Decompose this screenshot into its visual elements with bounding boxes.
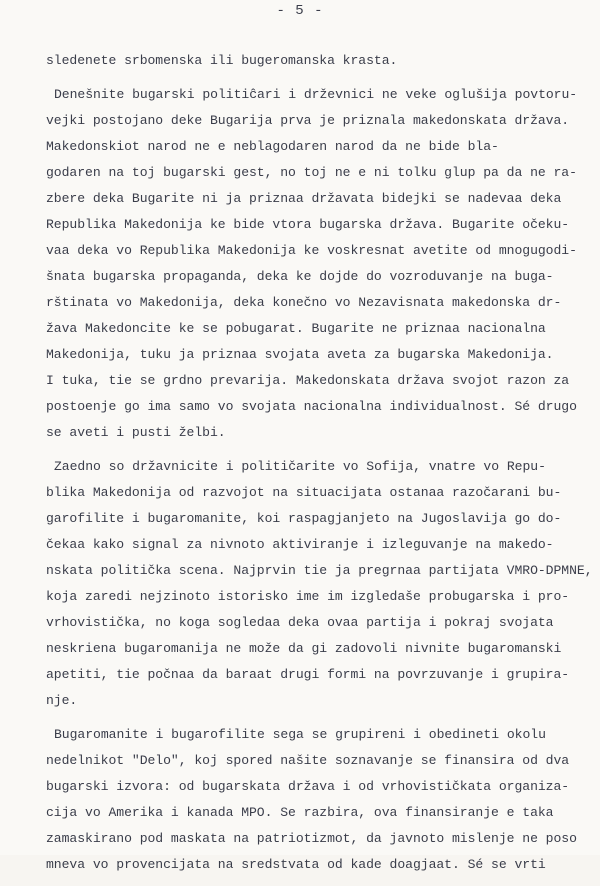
text-line: sledenete srbomenska ili bugeromanska krasta.	[46, 53, 398, 68]
text-line: Makedonija, tuku ja priznaa svojata aveta za bugarska Makedonija.	[46, 347, 554, 362]
text-line: nedelnikot "Delo", koj spored našite soznavanje se finansira od dva	[46, 753, 570, 768]
text-line: vaa deka vo Republika Makedonija ke voskresnat avetite od mnogugodi-	[46, 243, 577, 258]
text-line: zbere deka Bugarite ni ja priznaa državata bidejki se nadevaa deka	[46, 191, 562, 206]
text-line: nje.	[46, 693, 78, 708]
text-line: žava Makedoncite ke se pobugarat. Bugarite ne priznaa nacionalna	[46, 321, 546, 336]
text-line: postoenje go ima samo vo svojata nacionalna individualnost. Sé drugo	[46, 399, 577, 414]
text-line: godaren na toj bugarski gest, no toj ne e ni tolku glup pa da ne ra-	[46, 165, 577, 180]
paragraph	[46, 48, 586, 74]
text-line: nskata politička scena. Najprvin tie ja pregrnaa partijata VMRO-DPMNE,	[46, 563, 593, 578]
text-line: čekaa kako signal za nivnoto aktiviranje i izleguvanje na makedo-	[46, 537, 554, 552]
text-line: garofilite i bugaromanite, koi raspagjanjeto na Jugoslavija go do-	[46, 511, 562, 526]
text-line: I tuka, tie se grdno prevarija. Makedonskata država svojot razon za	[46, 373, 570, 388]
text-line: bugarski izvora: od bugarskata država i od vrhovističkata organiza-	[46, 779, 570, 794]
text-line: koja zaredi nejzinoto istorisko ime im izgledaše probugarska i pro-	[46, 589, 570, 604]
page-number: - 5 -	[276, 3, 324, 19]
text-line: mneva vo provencijata na sredstvata od kade doagjaat. Sé se vrti	[46, 857, 546, 872]
text-line: se aveti i pusti želbi.	[46, 425, 226, 440]
paragraph	[46, 82, 586, 446]
text-line: apetiti, tie počnaa da baraat drugi formi na povrzuvanje i grupira-	[46, 667, 570, 682]
text-line: vrhovistička, no koga sogledaa deka ovaa partija i pokraj svojata	[46, 615, 554, 630]
paragraph	[46, 454, 593, 714]
text-line: Bugaromanite i bugarofilite sega se grupireni i obedineti okolu	[54, 727, 546, 742]
text-line: Republika Makedonija ke bide vtora bugarska država. Bugarite očeku-	[46, 217, 570, 232]
text-line: Zaedno so državnicite i političarite vo Sofija, vnatre vo Repu-	[54, 459, 546, 474]
text-line: Makedonskiot narod ne e neblagodaren narod da ne bide bla-	[46, 139, 499, 154]
text-line: Denešnite bugarski politiĉari i drževnici ne veke oglušija povtoru-	[54, 87, 578, 102]
text-line: cija vo Amerika i kanada MPO. Se razbira, ova finansiranje e taka	[46, 805, 554, 820]
text-line: blika Makedonija od razvojot na situacijata ostanaa razočarani bu-	[46, 485, 562, 500]
text-line: zamaskirano pod maskata na patriotizmot, da javnoto mislenje ne poso	[46, 831, 577, 846]
body-text	[46, 48, 593, 886]
text-line: vejki postojano deke Bugarija prva je priznala makedonskata država.	[46, 113, 570, 128]
text-line: neskriena bugaromanija ne može da gi zadovoli nivnite bugaromanski	[46, 641, 562, 656]
text-line: šnata bugarska propaganda, deka ke dojde do vozroduvanje na buga-	[46, 269, 554, 284]
text-line: rštinata vo Makedonija, deka konečno vo Nezavisnata makedonska dr-	[46, 295, 562, 310]
